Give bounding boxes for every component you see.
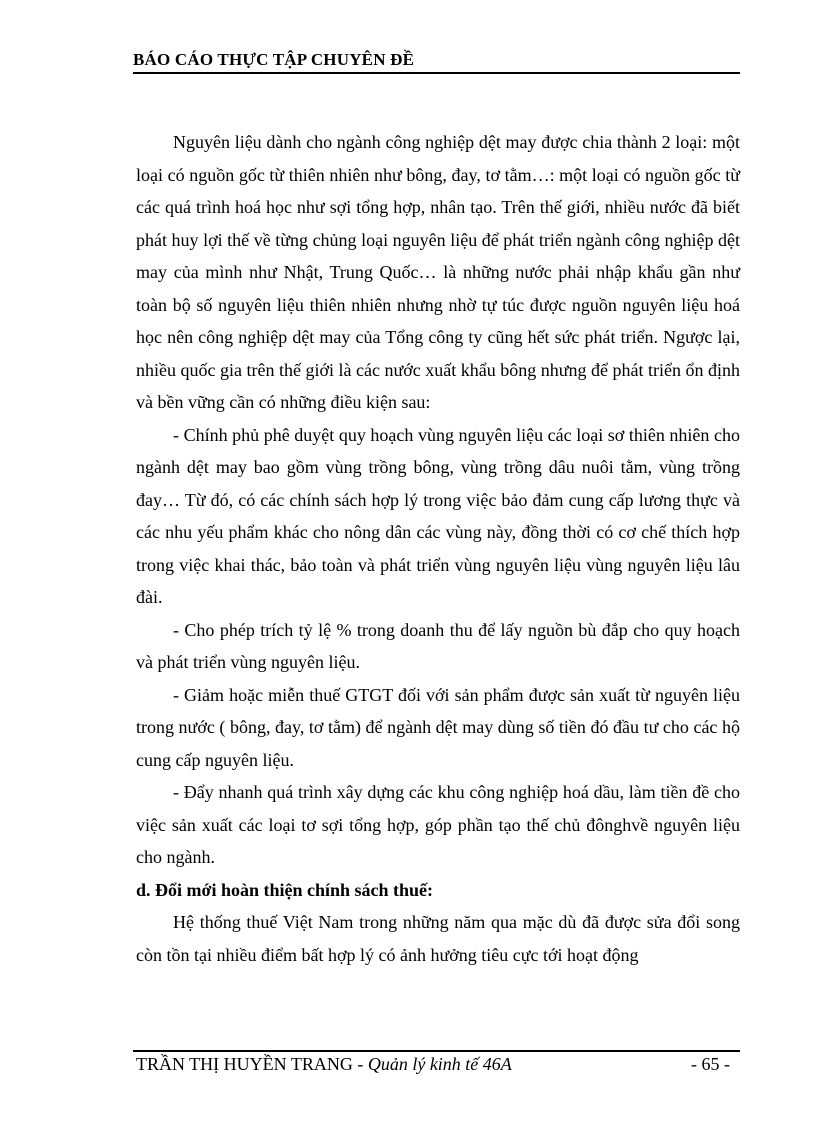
body-paragraph: Hệ thống thuế Việt Nam trong những năm qua mặc dù đã được sửa đổi song còn tồn tại nhiều điểm bất hợp lý có ảnh hưởng tiêu cực tới hoạt động — [136, 912, 740, 965]
body-paragraph: - Chính phủ phê duyệt quy hoạch vùng nguyên liệu các loại sơ thiên nhiên cho ngành dệt may bao gồm vùng trồng bông, vùng trồng dâu nuôi tằm, vùng trồng đay… Từ đó, có các chính sách hợp lý trong việc bảo đảm cung cấp lương thực và các nhu yếu phẩm khác cho nông dân các vùng này, đồng thời có cơ chế thích hợp trong việc khai thác, bảo toàn và phát triển vùng nguyên liệu vùng nguyên liệu lâu đài. — [136, 424, 740, 607]
page-number: - 65 - — [691, 1054, 730, 1074]
body-paragraph: - Đẩy nhanh quá trình xây dựng các khu công nghiệp hoá dầu, làm tiền đề cho việc sản xuất các loại tơ sợi tổng hợp, góp phần tạo thế chủ đônghvề nguyên liệu cho ngành. — [136, 782, 740, 867]
page-header — [133, 46, 740, 74]
body-paragraph: - Cho phép trích tỷ lệ % trong doanh thu để lấy nguồn bù đắp cho quy hoạch và phát triển vùng nguyên liệu. — [136, 619, 740, 672]
page-footer — [136, 1054, 740, 1078]
footer-separator: - — [352, 1054, 368, 1074]
page-body — [136, 126, 740, 971]
footer-divider — [133, 1050, 740, 1052]
footer-course: Quản lý kinh tế 46A — [367, 1054, 512, 1074]
section-heading: d. Đổi mới hoàn thiện chính sách thuế: — [136, 879, 434, 900]
body-paragraph: Nguyên liệu dành cho ngành công nghiệp dệt may được chia thành 2 loại: một loại có nguồn gốc từ thiên nhiên như bông, đay, tơ tằm…: một loại có nguồn gốc từ các quá trình hoá học như sợi tổng hợp, nhân tạo. Trên thế giới, nhiều nước đã biết phát huy lợi thế về từng chủng loại nguyên liệu để phát triển ngành công nghiệp dệt may của mình như Nhật, Trung Quốc… là những nước phải nhập khẩu gần như toàn bộ số nguyên liệu thiên nhiên nhưng nhờ tự túc được nguồn nguyên liệu hoá học nên công nghiệp dệt may của Tổng công ty cũng hết sức phát triển. Ngược lại, nhiều quốc gia trên thế giới là các nước xuất khẩu bông nhưng để phát triển ổn định và bền vững cần có những điều kiện sau: — [136, 132, 740, 412]
body-paragraph: - Giảm hoặc miễn thuế GTGT đối với sản phẩm được sản xuất từ nguyên liệu trong nước ( bông, đay, tơ tằm) để ngành dệt may dùng số tiền đó đầu tư cho các hộ cung cấp nguyên liệu. — [136, 684, 740, 770]
footer-author: TRẦN THỊ HUYỀN TRANG — [136, 1054, 353, 1074]
report-title: BÁO CÁO THỰC TẬP CHUYÊN ĐỀ — [133, 50, 415, 69]
footer-author-line — [136, 1054, 512, 1075]
